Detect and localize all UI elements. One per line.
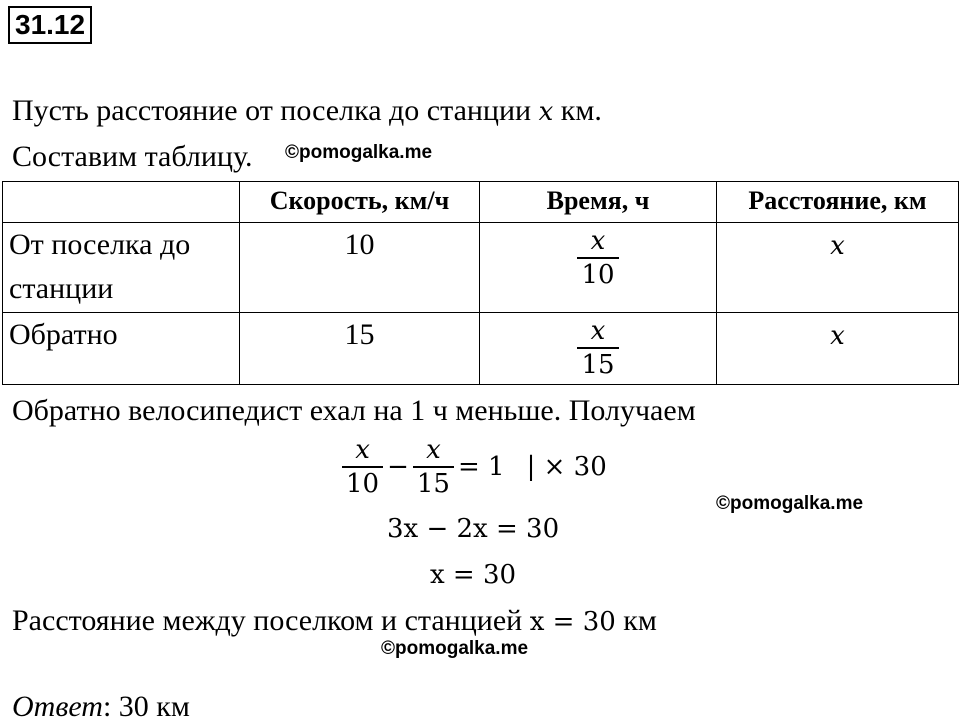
- row-distance: [717, 223, 959, 313]
- fraction-denominator: 15: [577, 347, 618, 381]
- row-label: Обратно: [3, 313, 240, 385]
- watermark-bottom: ©pomogalka.me: [381, 638, 529, 659]
- time-fraction: [577, 315, 618, 381]
- problem-number: 31.12: [8, 6, 92, 44]
- conclusion-line: [12, 604, 657, 638]
- fraction-left: [342, 434, 383, 500]
- conclusion-text: Расстояние между поселком и станцией: [12, 604, 530, 637]
- header-distance: Расстояние, км: [717, 182, 959, 223]
- equation-rhs: = 1: [457, 452, 505, 482]
- answer-label: Ответ: [12, 690, 103, 723]
- fraction-numerator: x: [590, 316, 606, 346]
- intro-variable: x: [538, 97, 554, 127]
- table-row: [3, 223, 959, 313]
- conclusion-unit: км: [615, 604, 657, 637]
- header-cell-empty: [3, 182, 240, 223]
- minus-sign: −: [387, 452, 409, 482]
- row-speed: 15: [240, 313, 480, 385]
- condition-text: Обратно велосипедист ехал на 1 ч меньше. Получаем: [12, 394, 696, 427]
- equation-1: [342, 434, 611, 500]
- data-table: [2, 181, 959, 385]
- multiplier: | × 30: [526, 452, 607, 482]
- fraction-numerator: x: [355, 435, 370, 465]
- equation-3: x = 30: [430, 560, 517, 590]
- header-time: Время, ч: [480, 182, 717, 223]
- row-speed: 10: [240, 223, 480, 313]
- fraction-denominator: 10: [577, 257, 618, 291]
- row-time: [480, 313, 717, 385]
- equation-2: 3x − 2x = 30: [387, 514, 560, 544]
- time-fraction: [577, 225, 618, 291]
- row-label: От поселка до станции: [3, 223, 240, 313]
- fraction-denominator: 10: [342, 466, 383, 500]
- watermark-top: ©pomogalka.me: [285, 142, 433, 163]
- header-speed: Скорость, км/ч: [240, 182, 480, 223]
- intro-line-2: Составим таблицу.: [12, 140, 253, 173]
- distance-variable: x: [830, 231, 845, 261]
- watermark-middle: ©pomogalka.me: [716, 493, 864, 514]
- conclusion-math: x = 30: [529, 607, 616, 637]
- row-time: [480, 223, 717, 313]
- table-header-row: [3, 182, 959, 223]
- fraction-denominator: 15: [413, 466, 454, 500]
- row-distance: [717, 313, 959, 385]
- answer-line: [12, 690, 190, 724]
- fraction-right: [413, 434, 454, 500]
- intro-line-1: [12, 94, 602, 128]
- fraction-numerator: x: [426, 435, 441, 465]
- distance-variable: x: [830, 321, 845, 351]
- intro-text-end: км.: [553, 94, 602, 127]
- answer-value: : 30 км: [102, 690, 190, 723]
- table-row: [3, 313, 959, 385]
- fraction-numerator: x: [590, 226, 606, 256]
- intro-text-start: Пусть расстояние от поселка до станции: [12, 94, 539, 127]
